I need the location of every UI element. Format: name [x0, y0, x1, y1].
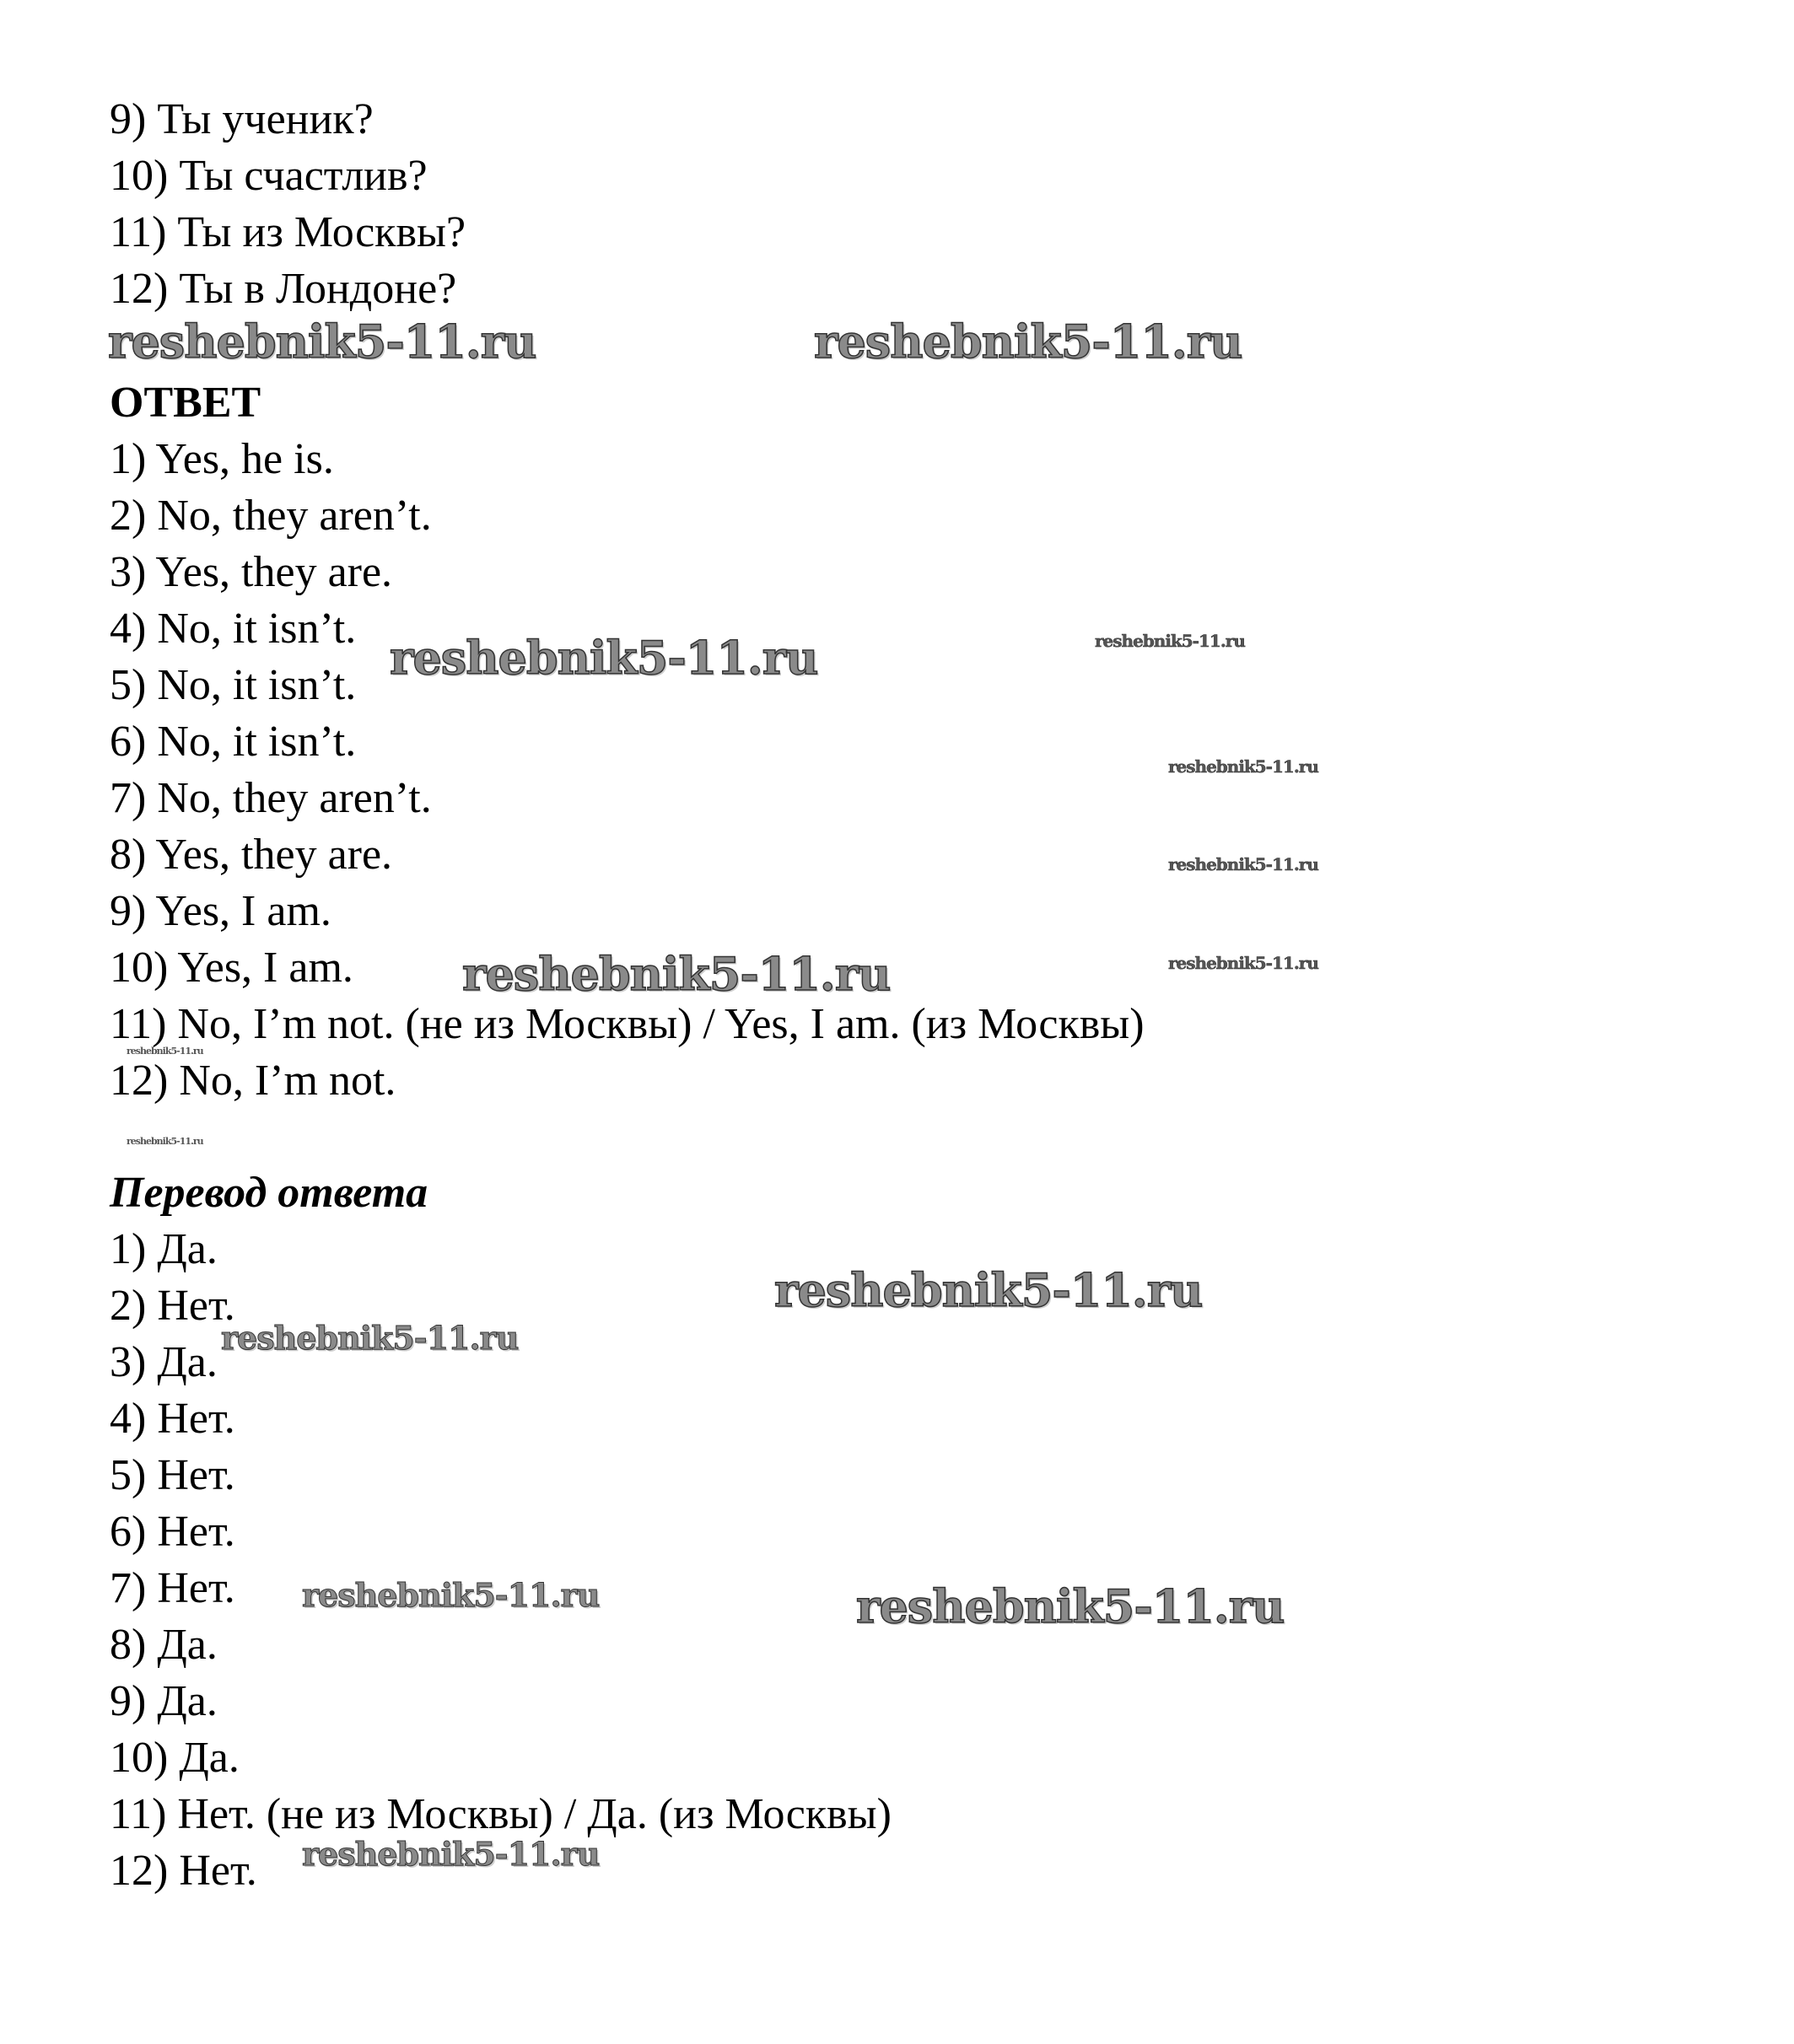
watermark: reshebnik5-11.ru	[302, 1576, 600, 1614]
answer-line: 5) No, it isn’t.	[110, 661, 357, 709]
answer-line: 3) Yes, they are.	[110, 548, 393, 596]
answer-line: 11) No, I’m not. (не из Москвы) / Yes, I am. (из Москвы)	[110, 1000, 1145, 1048]
translation-line: 5) Нет.	[110, 1451, 235, 1499]
translation-line: 1) Да.	[110, 1225, 218, 1273]
answer-heading: ОТВЕТ	[110, 379, 261, 427]
watermark: reshebnik5-11.ru	[774, 1263, 1203, 1317]
answer-line: 8) Yes, they are.	[110, 831, 393, 879]
answer-line: 7) No, they aren’t.	[110, 774, 432, 822]
watermark: reshebnik5-11.ru	[1168, 854, 1318, 874]
watermark: reshebnik5-11.ru	[302, 1835, 600, 1873]
translation-line: 12) Нет.	[110, 1847, 257, 1895]
watermark: reshebnik5-11.ru	[108, 315, 536, 368]
watermark: reshebnik5-11.ru	[1168, 756, 1318, 777]
watermark: reshebnik5-11.ru	[1168, 953, 1318, 973]
watermark: reshebnik5-11.ru	[1095, 631, 1245, 651]
question-line: 11) Ты из Москвы?	[110, 208, 466, 256]
translation-line: 11) Нет. (не из Москвы) / Да. (из Москвы)	[110, 1790, 892, 1838]
answer-line: 4) No, it isn’t.	[110, 605, 357, 653]
watermark: reshebnik5-11.ru	[390, 631, 818, 685]
translation-line: 10) Да.	[110, 1734, 240, 1782]
translation-line: 7) Нет.	[110, 1564, 235, 1612]
translation-line: 6) Нет.	[110, 1508, 235, 1556]
watermark: reshebnik5-11.ru	[856, 1579, 1285, 1633]
translation-line: 8) Да.	[110, 1621, 218, 1669]
answer-line: 6) No, it isn’t.	[110, 718, 357, 766]
watermark: reshebnik5-11.ru	[814, 315, 1242, 368]
translation-line: 3) Да.	[110, 1338, 218, 1386]
question-line: 12) Ты в Лондоне?	[110, 265, 457, 313]
answer-line: 12) No, I’m not.	[110, 1057, 396, 1105]
answer-line: 2) No, they aren’t.	[110, 492, 432, 540]
answer-line: 10) Yes, I am.	[110, 944, 353, 992]
answer-line: 1) Yes, he is.	[110, 435, 334, 483]
watermark: reshebnik5-11.ru	[127, 1046, 203, 1057]
answer-line: 9) Yes, I am.	[110, 887, 331, 935]
watermark: reshebnik5-11.ru	[462, 947, 891, 1001]
watermark: reshebnik5-11.ru	[127, 1136, 203, 1147]
translation-line: 4) Нет.	[110, 1395, 235, 1443]
question-line: 10) Ты счастлив?	[110, 152, 428, 200]
translation-line: 9) Да.	[110, 1677, 218, 1725]
translation-heading: Перевод ответа	[110, 1169, 428, 1217]
question-line: 9) Ты ученик?	[110, 95, 374, 143]
watermark: reshebnik5-11.ru	[221, 1319, 519, 1357]
translation-line: 2) Нет.	[110, 1282, 235, 1330]
